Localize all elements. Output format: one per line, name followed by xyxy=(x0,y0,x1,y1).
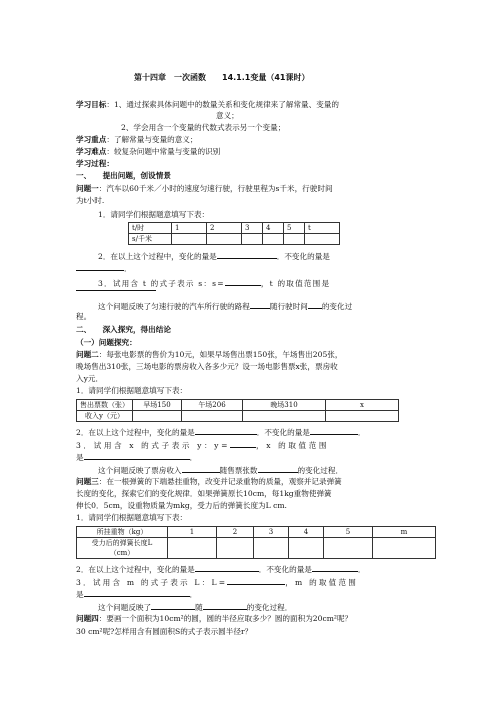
text: ． xyxy=(124,264,132,273)
text: 这个问题反映了 xyxy=(98,603,152,612)
blank[interactable] xyxy=(227,576,285,585)
text: 随行驶时间 xyxy=(269,302,308,311)
q4-text: ：要画一个面积为10cm²的圆，圆的半径应取多少？圆的面积为20cm²呢？ xyxy=(98,614,353,623)
s2-conclusion xyxy=(98,464,343,476)
q1-label: 问题一 xyxy=(76,184,99,193)
s1-item-3 xyxy=(98,277,330,289)
q2-text-3: 入y元． xyxy=(76,374,104,383)
key-point xyxy=(76,135,198,145)
table-cell xyxy=(263,234,284,245)
table-speed xyxy=(128,222,340,245)
table-cell: 2 xyxy=(217,527,254,538)
goals-item-1: ：1、通过探索具体问题中的数量关系和变化规律来了解常量、变量的 xyxy=(106,100,340,109)
table-cell xyxy=(373,538,436,559)
blank[interactable] xyxy=(195,426,257,435)
table-cell: 3 xyxy=(254,527,289,538)
table-row xyxy=(129,234,340,245)
question-1 xyxy=(76,184,333,194)
text: ，x 的取值范围 xyxy=(256,441,330,450)
question-4 xyxy=(76,614,352,624)
text: 2．在以上这个过程中，变化的量是 xyxy=(98,252,217,261)
blank[interactable] xyxy=(76,262,124,271)
hard-label: 学习难点 xyxy=(76,147,107,156)
s3-item-3-cont xyxy=(76,588,197,600)
blank[interactable] xyxy=(84,588,190,597)
table-cell: m xyxy=(373,527,436,538)
s3-item-2 xyxy=(76,563,366,575)
blank[interactable] xyxy=(217,250,277,259)
q1-text: ：汽车以60千米／小时的速度匀速行驶，行驶里程为s千米，行驶时间 xyxy=(98,184,333,193)
table-cell: 1 xyxy=(172,223,207,234)
goals-label: 学习目标 xyxy=(76,100,107,109)
table-cell: 所挂重物（kg） xyxy=(77,527,168,538)
q3-label: 问题三 xyxy=(76,477,99,486)
blank[interactable] xyxy=(151,601,195,610)
row-label-2: （cm） xyxy=(109,549,135,557)
text: ．不变化的量是 xyxy=(258,565,312,574)
key-text: ：了解常量与变量的意义； xyxy=(106,135,198,144)
table-cell xyxy=(305,234,340,245)
table-cell xyxy=(168,538,217,559)
blank[interactable] xyxy=(308,300,322,309)
s2-item-2 xyxy=(76,426,366,438)
table-row xyxy=(77,411,399,422)
table-cell: 收入y（元） xyxy=(77,411,133,422)
table-cell xyxy=(289,538,324,559)
section-1-heading: 一、 提出问题，创设情景 xyxy=(76,171,171,180)
table-cell: 4 xyxy=(263,223,284,234)
blank[interactable] xyxy=(310,426,358,435)
blank[interactable] xyxy=(225,277,261,286)
table-cell: t/时 xyxy=(129,223,172,234)
text: 这个问题反映了票房收入 xyxy=(98,466,182,475)
table-cell xyxy=(182,411,243,422)
text: 的变化过 xyxy=(321,302,353,311)
q3-text-3: 伸长0．5cm，设重物质量为mkg，受力后的弹簧长度为L cm. xyxy=(76,501,287,510)
s1-item-2 xyxy=(98,250,330,262)
table-cell xyxy=(243,411,326,422)
text: 3．试用含 t 的式子表示 s：s= xyxy=(98,279,225,288)
s1-conclusion-end: 程。 xyxy=(76,312,92,321)
blank[interactable] xyxy=(258,464,298,473)
table-row xyxy=(77,527,436,538)
table-cell: 早场150 xyxy=(133,400,182,411)
table-row xyxy=(77,538,436,559)
text: 这个问题反映了匀速行驶的汽车所行驶的路程 xyxy=(98,302,250,311)
s1-fill-instruction: 1．请同学们根据题意填写下表： xyxy=(98,210,210,219)
text: ，m 的取值范围 xyxy=(285,578,359,587)
s3-fill-instruction: 1．请同学们根据题意填写下表： xyxy=(76,513,188,522)
text: ． xyxy=(189,590,198,599)
text: 2．在以上这个过程中，变化的量是 xyxy=(76,565,195,574)
table-cell xyxy=(77,538,168,559)
goals-item-1b: 意义； xyxy=(216,111,239,120)
text: ．不变化的量是 xyxy=(276,252,330,261)
s3-item-3 xyxy=(76,576,358,588)
text: 是 xyxy=(76,590,84,599)
table-cell xyxy=(217,538,254,559)
table-cell: t xyxy=(305,223,340,234)
blank[interactable] xyxy=(230,439,256,448)
q4-label: 问题四 xyxy=(76,614,99,623)
text: 3．试用含 m 的式子表示 L：L= xyxy=(76,578,228,587)
key-label: 学习重点 xyxy=(76,135,107,144)
s1-conclusion xyxy=(98,300,352,312)
s2-item-3-cont xyxy=(76,451,197,463)
table-cell xyxy=(207,234,242,245)
table-cell: 1 xyxy=(168,527,217,538)
text: 随售票张数 xyxy=(219,466,258,475)
blank[interactable] xyxy=(182,464,220,473)
table-row xyxy=(129,223,340,234)
q2-label: 问题二 xyxy=(76,350,99,359)
text: ． xyxy=(189,453,198,462)
q3-text: ：在一根弹簧的下端悬挂重物，改变并记录重物的质量，观察并记录弹簧 xyxy=(98,477,342,486)
s3-conclusion xyxy=(98,601,292,613)
blank[interactable] xyxy=(203,601,247,610)
table-cell: x xyxy=(326,400,399,411)
blank-line[interactable] xyxy=(76,290,156,291)
table-cell: 晚场310 xyxy=(243,400,326,411)
q3-text-2: 长度的变化，探索它们的变化规律．如果弹簧原长10cm，每1kg重物使弹簧 xyxy=(76,489,332,498)
text: 2．在以上这个过程中，变化的量是 xyxy=(76,428,195,437)
table-tickets xyxy=(76,399,399,422)
text: 的变化过程． xyxy=(297,466,344,475)
text: 的变化过程． xyxy=(246,603,293,612)
row-label-1: 受力后的弹簧长度L xyxy=(91,539,153,547)
question-3 xyxy=(76,477,342,487)
s2-fill-instruction: 1．请同学们根据题意填写下表： xyxy=(76,386,188,395)
hard-text: ：较复杂问题中常量与变量的识别 xyxy=(106,147,221,156)
table-cell xyxy=(324,538,373,559)
blank[interactable] xyxy=(84,451,190,460)
q1-text-2: 为t小时. xyxy=(76,196,105,205)
table-cell: 午场206 xyxy=(182,400,243,411)
question-2 xyxy=(76,350,342,360)
table-cell: 5 xyxy=(284,223,305,234)
text: ． xyxy=(357,565,366,574)
table-cell: 2 xyxy=(207,223,242,234)
table-cell xyxy=(133,411,182,422)
table-cell: 5 xyxy=(324,527,373,538)
q4-text-2: 30 cm²呢?怎样用含有圆面积S的式子表示圆半径r？ xyxy=(76,627,253,636)
s2-item-3 xyxy=(76,439,329,451)
page-title: 第十四章 一次函数 14.1.1变量（41课时） xyxy=(134,73,310,82)
goals-item-2: 2、学会用含一个变量的代数式表示另一个变量； xyxy=(121,123,286,132)
table-cell xyxy=(242,234,263,245)
table-row xyxy=(77,400,399,411)
table-cell: 3 xyxy=(242,223,263,234)
table-cell: 售出票数（张） xyxy=(77,400,133,411)
section-2-sub: （一）问题探究： xyxy=(76,338,137,347)
table-cell xyxy=(326,411,399,422)
text: 随 xyxy=(195,603,203,612)
q2-text-2: 晚场售出310张，三场电影的票房收入各多少元？设一场电影售票x张，票房收 xyxy=(76,362,338,371)
section-2-heading: 二、 深入探究，得出结论 xyxy=(76,325,171,334)
text: ． xyxy=(357,428,366,437)
table-cell xyxy=(254,538,289,559)
table-cell xyxy=(284,234,305,245)
difficulty xyxy=(76,147,220,157)
table-cell xyxy=(172,234,207,245)
q2-text: ：每张电影票的售价为10元，如果早场售出票150张，午场售出205张， xyxy=(98,350,343,359)
text: 3．试用含 x 的式子表示 y：y= xyxy=(76,441,231,450)
table-cell: 4 xyxy=(289,527,324,538)
goals-line-1 xyxy=(76,100,339,110)
text: ．不变化的量是 xyxy=(256,428,310,437)
blank[interactable] xyxy=(312,563,358,572)
table-spring xyxy=(76,526,436,559)
blank[interactable] xyxy=(195,563,259,572)
blank[interactable] xyxy=(250,300,270,309)
text: 是 xyxy=(76,453,84,462)
table-cell: s/千米 xyxy=(129,234,172,245)
text: ，t 的取值范围是 xyxy=(260,279,331,288)
process-label: 学习过程： xyxy=(76,159,114,168)
s1-item-2-cont xyxy=(76,262,132,274)
